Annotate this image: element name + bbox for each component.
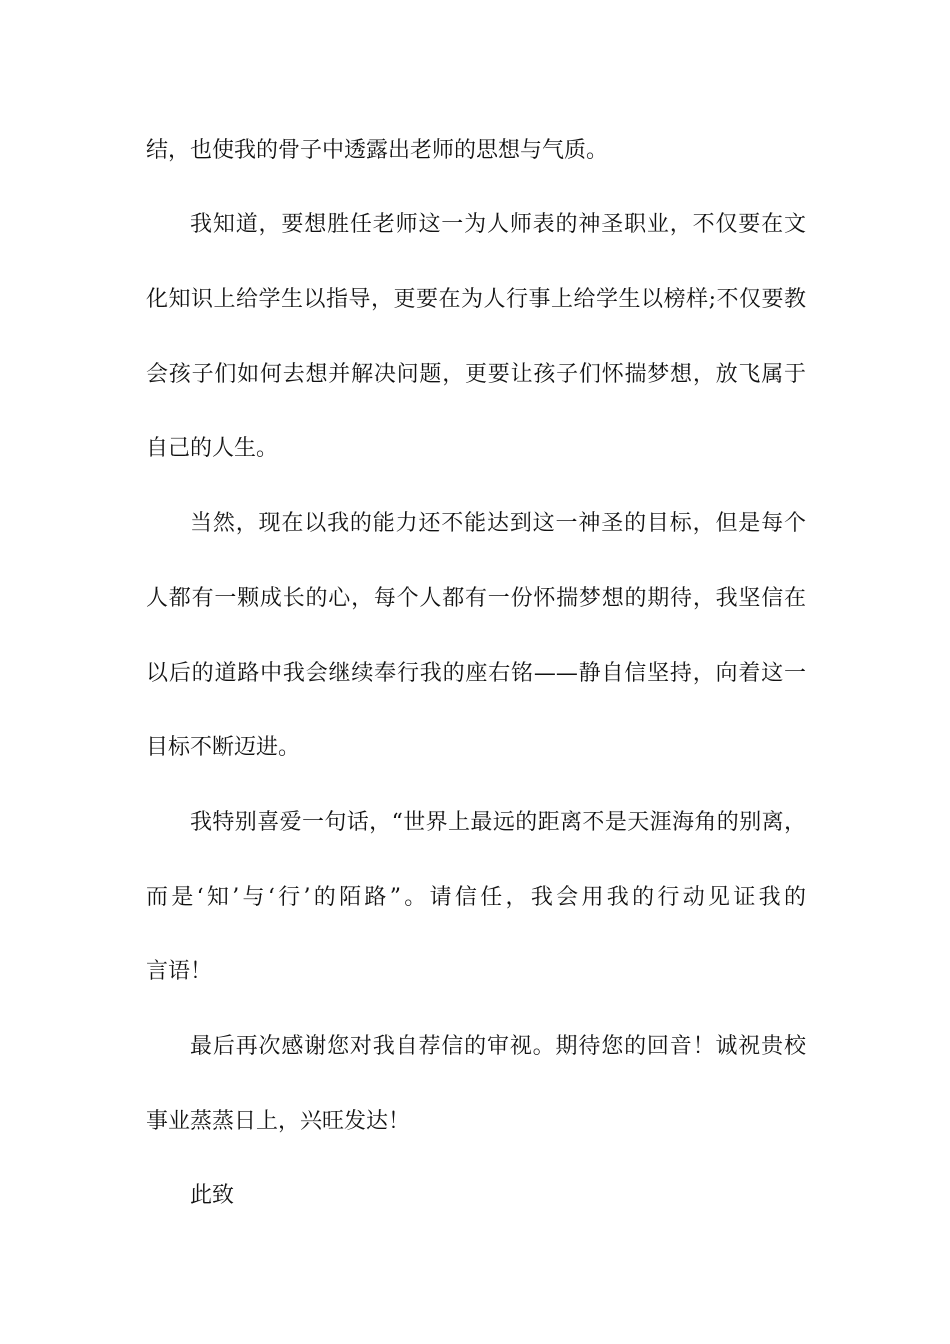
closing-line: 此致	[190, 1183, 235, 1208]
paragraph-line-11: 而是‘知’与‘行’的陌路”。请信任，我会用我的行动见证我的	[146, 885, 806, 910]
paragraph-line-2: 我知道，要想胜任老师这一为人师表的神圣职业，不仅要在文	[190, 212, 806, 237]
paragraph-line-1: 结，也使我的骨子中透露出老师的思想与气质。	[146, 138, 609, 163]
paragraph-line-3: 化知识上给学生以指导，更要在为人行事上给学生以榜样;不仅要教	[146, 287, 806, 312]
paragraph-line-5: 自己的人生。	[146, 436, 279, 461]
paragraph-line-13: 最后再次感谢您对我自荐信的审视。期待您的回音！诚祝贵校	[190, 1034, 806, 1059]
paragraph-line-6: 当然，现在以我的能力还不能达到这一神圣的目标，但是每个	[190, 511, 806, 536]
paragraph-line-9: 目标不断迈进。	[146, 735, 301, 760]
paragraph-line-14: 事业蒸蒸日上，兴旺发达！	[146, 1109, 411, 1134]
paragraph-line-4: 会孩子们如何去想并解决问题，更要让孩子们怀揣梦想，放飞属于	[146, 362, 806, 387]
paragraph-line-7: 人都有一颗成长的心，每个人都有一份怀揣梦想的期待，我坚信在	[146, 586, 806, 611]
paragraph-line-12: 言语！	[146, 959, 213, 984]
paragraph-line-8: 以后的道路中我会继续奉行我的座右铭——静自信坚持，向着这一	[146, 661, 806, 686]
paragraph-line-10: 我特别喜爱一句话，“世界上最远的距离不是天涯海角的别离，	[190, 810, 806, 835]
